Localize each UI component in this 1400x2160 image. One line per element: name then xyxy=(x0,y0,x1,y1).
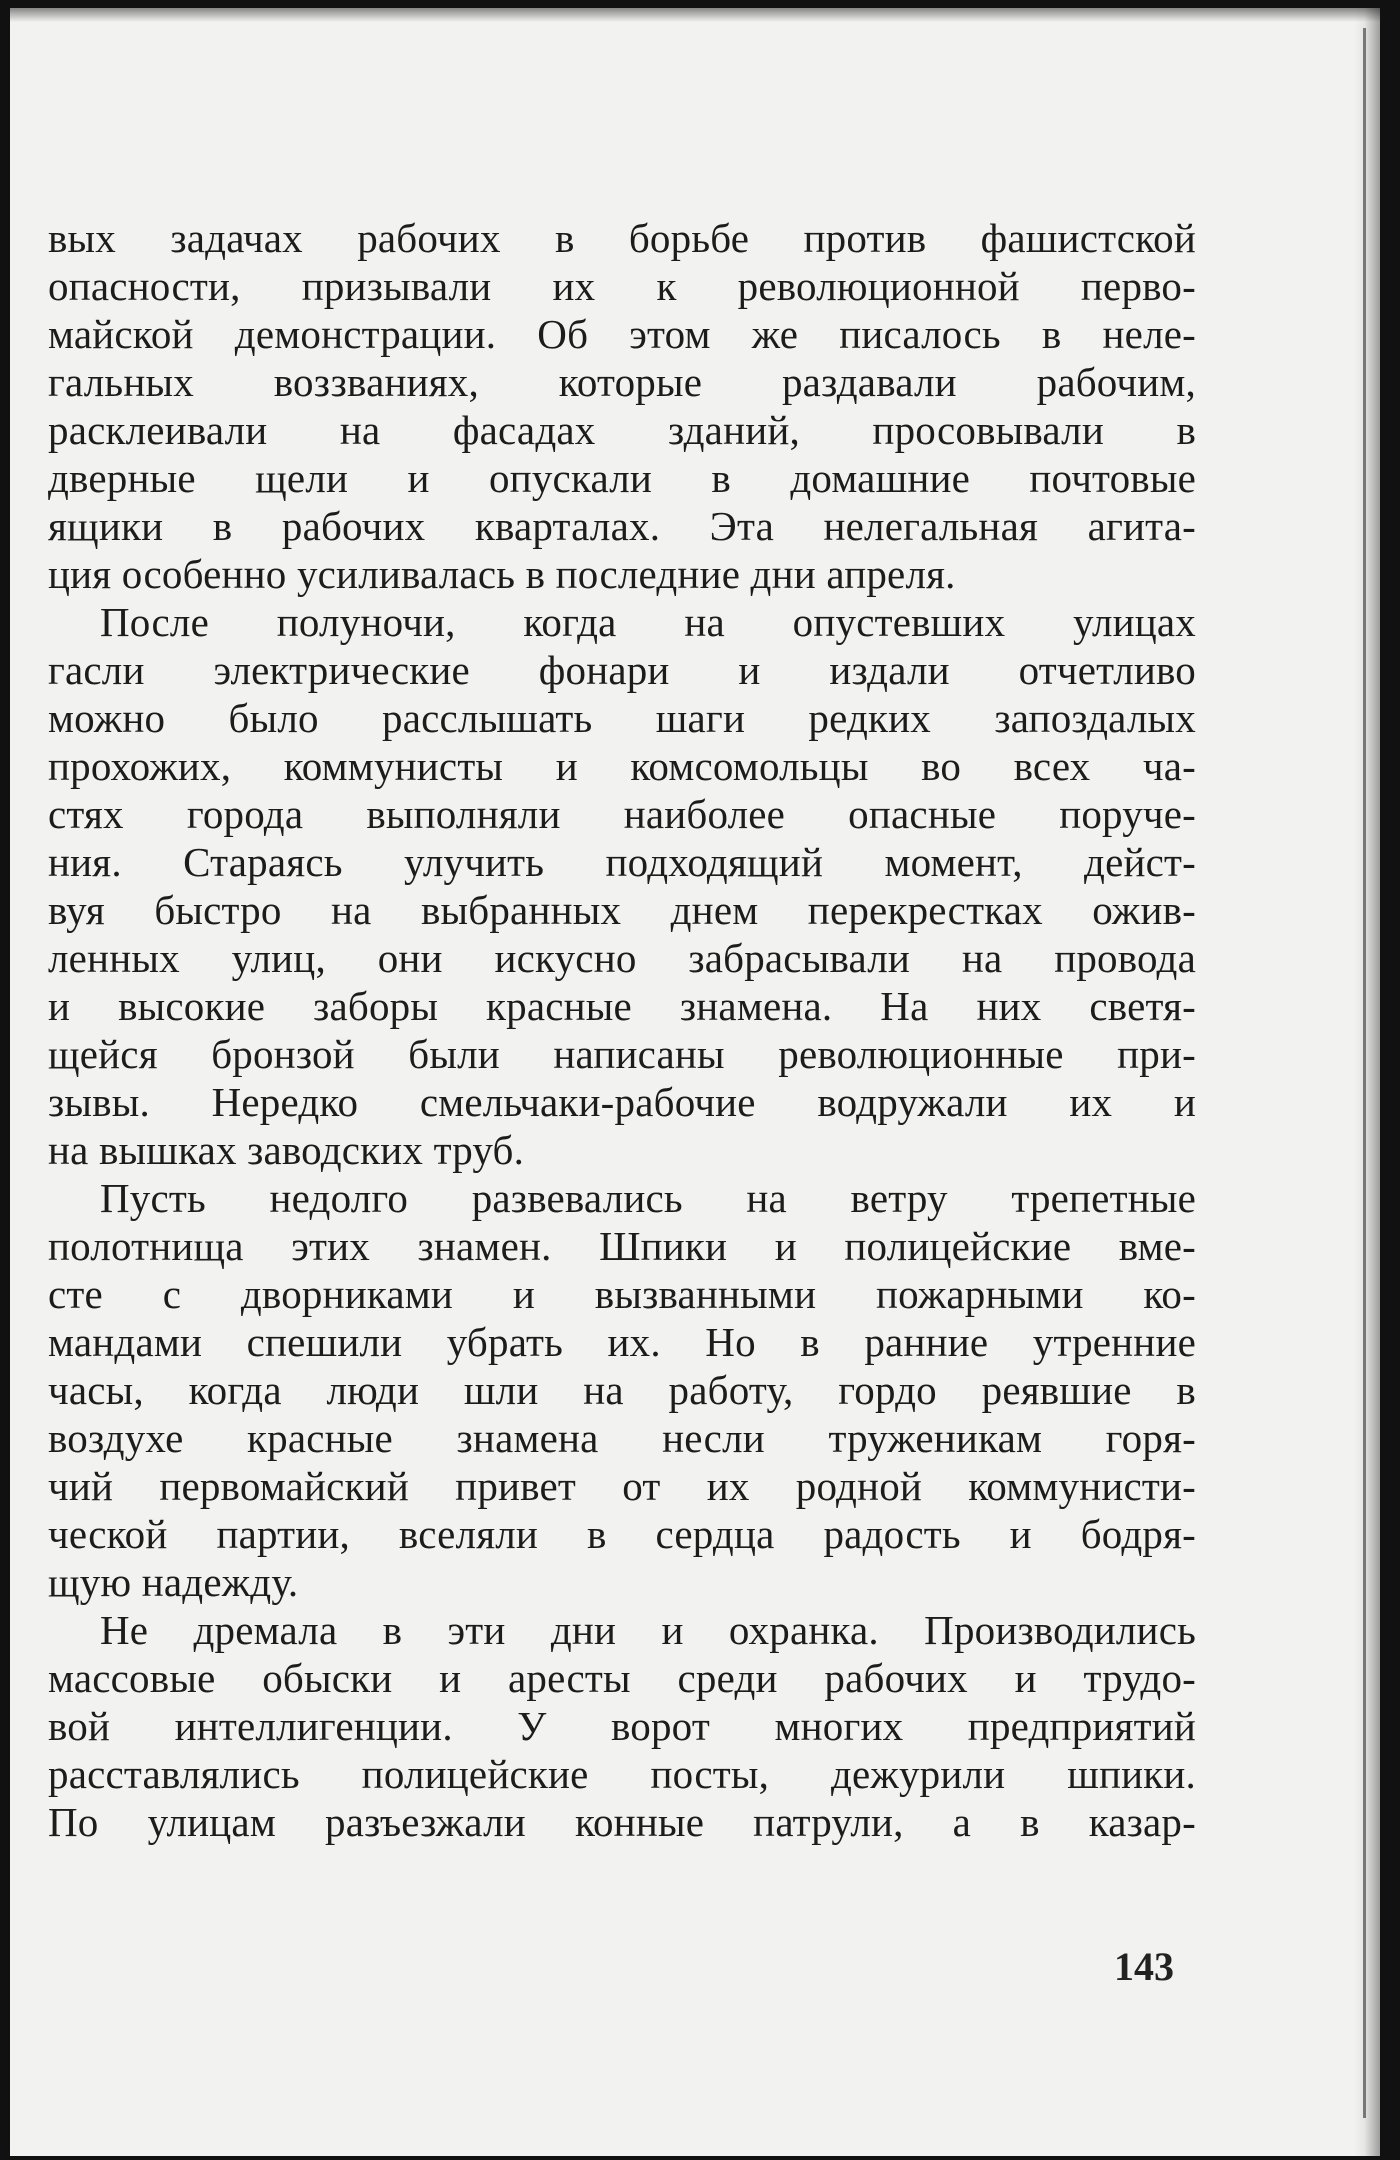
text-line: стях города выполняли наиболее опасные поруче- xyxy=(48,791,1196,837)
page-number: 143 xyxy=(1114,1944,1174,1989)
text-line: часы, когда люди шли на работу, гордо реявшие в xyxy=(48,1367,1196,1413)
text-line: Пусть недолго развевались на ветру трепетные xyxy=(100,1175,1196,1221)
text-line: гальных воззваниях, которые раздавали рабочим, xyxy=(48,359,1196,405)
text-line: дверные щели и опускали в домашние почтовые xyxy=(48,455,1196,501)
text-line: ция особенно усиливалась в последние дни апреля. xyxy=(48,551,956,597)
text-line: вой интеллигенции. У ворот многих предприятий xyxy=(48,1703,1196,1749)
text-line: зывы. Нередко смельчаки-рабочие водружали их и xyxy=(48,1079,1196,1125)
text-line: опасности, призывали их к революционной перво- xyxy=(48,263,1196,309)
text-line: прохожих, коммунисты и комсомольцы во всех ча- xyxy=(48,743,1196,789)
text-line: ческой партии, вселяли в сердца радость и бодря- xyxy=(48,1511,1196,1557)
text-line: После полуночи, когда на опустевших улицах xyxy=(100,599,1196,645)
text-line: щую надежду. xyxy=(48,1559,299,1605)
body-text xyxy=(48,214,1196,1846)
text-line: ленных улиц, они искусно забрасывали на провода xyxy=(48,935,1196,981)
page-top-edge-shadow xyxy=(10,8,1380,22)
text-line: вых задачах рабочих в борьбе против фашистской xyxy=(48,215,1196,261)
text-line: расклеивали на фасадах зданий, просовывали в xyxy=(48,407,1196,453)
text-line: полотнища этих знамен. Шпики и полицейские вме- xyxy=(48,1223,1196,1269)
text-line: вуя быстро на выбранных днем перекрестках ожив- xyxy=(48,887,1196,933)
text-line: можно было расслышать шаги редких запоздалых xyxy=(48,695,1196,741)
text-line: щейся бронзой были написаны революционные при- xyxy=(48,1031,1196,1077)
text-line: расставлялись полицейские посты, дежурили шпики. xyxy=(48,1751,1196,1797)
text-line: ящики в рабочих кварталах. Эта нелегальная агита- xyxy=(48,503,1196,549)
text-line: и высокие заборы красные знамена. На них светя- xyxy=(48,983,1196,1029)
text-line: на вышках заводских труб. xyxy=(48,1127,525,1173)
text-line: гасли электрические фонари и издали отчетливо xyxy=(48,647,1196,693)
book-page xyxy=(10,8,1380,2156)
text-line: чий первомайский привет от их родной коммунисти- xyxy=(48,1463,1196,1509)
text-line: майской демонстрации. Об этом же писалось в неле- xyxy=(48,311,1196,357)
page-gutter-line xyxy=(1363,28,1366,2118)
page-gutter-shadow xyxy=(1354,8,1380,2156)
text-line: мандами спешили убрать их. Но в ранние утренние xyxy=(48,1319,1196,1365)
text-line: Не дремала в эти дни и охранка. Производились xyxy=(100,1607,1196,1653)
text-line: ния. Стараясь улучить подходящий момент, дейст- xyxy=(48,839,1196,885)
text-line: воздухе красные знамена несли труженикам горя- xyxy=(48,1415,1196,1461)
text-line: сте с дворниками и вызванными пожарными ко- xyxy=(48,1271,1196,1317)
text-line: массовые обыски и аресты среди рабочих и трудо- xyxy=(48,1655,1196,1701)
text-line: По улицам разъезжали конные патрули, а в казар- xyxy=(48,1799,1196,1845)
